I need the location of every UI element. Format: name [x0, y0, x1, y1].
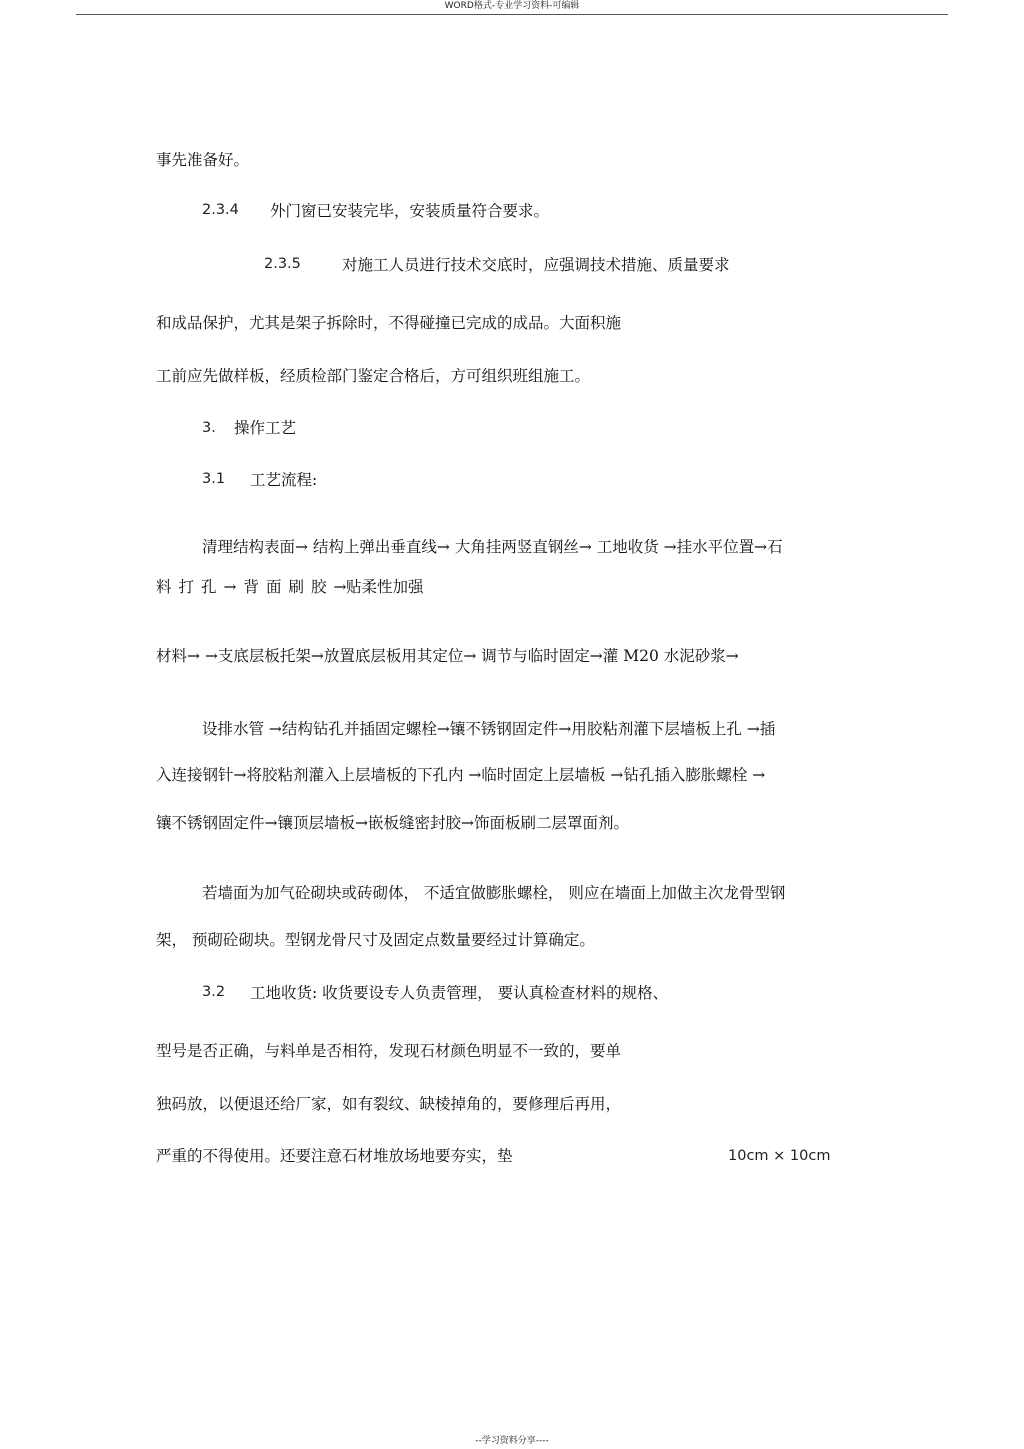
section-2-3-5-line-3: 工前应先做样板，经质检部门鉴定合格后，方可组织班组施工。: [156, 367, 591, 385]
section-number-3: 3．: [202, 420, 226, 436]
section-number-2-3-4: 2.3.4: [202, 202, 239, 218]
note-line-2: 架， 预砌砼砌块。型钢龙骨尺寸及固定点数量要经过计算确定。: [156, 931, 595, 949]
section-number-2-3-5: 2.3.5: [264, 256, 301, 272]
flow-line-1: 清理结构表面→ 结构上弹出垂直线→ 大角挂两竖直钢丝→ 工地收货 →挂水平位置→石: [202, 538, 783, 556]
header-text: WORD格式-专业学习资料-可编辑: [444, 1, 580, 11]
page-header: [76, 0, 948, 15]
section-3-2-line-3: 独码放，以便退还给厂家，如有裂纹、缺棱掉角的，要修理后再用，: [156, 1095, 622, 1113]
dimension-text: 10cm × 10cm: [728, 1148, 831, 1164]
section-2-3-5-line-1: 对施工人员进行技术交底时，应强调技术措施、质量要求: [342, 256, 730, 274]
section-3-2-line-1: 工地收货: 收货要设专人负责管理， 要认真检查材料的规格、: [250, 984, 669, 1002]
flow-line-4: 设排水管 →结构钻孔并插固定螺栓→镶不锈钢固定件→用胶粘剂灌下层墙板上孔 →插: [202, 720, 776, 738]
flow-line-6: 镶不锈钢固定件→镶顶层墙板→嵌板缝密封胶→饰面板刷二层罩面剂。: [156, 814, 629, 832]
section-3-2-line-2: 型号是否正确，与料单是否相符，发现石材颜色明显不一致的，要单: [156, 1042, 622, 1060]
section-number-3-2: 3.2: [202, 984, 226, 1000]
flow-line-3: 材料→ →支底层板托架→放置底层板用其定位→ 调节与临时固定→灌 M20 水泥砂浆→: [156, 647, 739, 665]
note-line-1: 若墙面为加气砼砌块或砖砌体， 不适宜做膨胀螺栓， 则应在墙面上加做主次龙骨型钢: [202, 884, 786, 902]
flow-line-5: 入连接钢针→将胶粘剂灌入上层墙板的下孔内 →临时固定上层墙板 →钻孔插入膨胀螺栓 →: [156, 766, 766, 784]
footer-text: --学习资料分享----: [475, 1436, 549, 1446]
section-title-3-1: 工艺流程:: [250, 471, 318, 489]
section-number-3-1: 3.1: [202, 471, 226, 487]
flow-line-2b: 贴柔性加强: [346, 578, 424, 596]
section-2-3-5-line-2: 和成品保护，尤其是架子拆除时，不得碰撞已完成的成品。大面积施: [156, 314, 622, 332]
flow-line-2a: 料打孔→背面刷胶→: [156, 578, 354, 596]
section-3-2-line-4: 严重的不得使用。还要注意石材堆放场地要夯实，垫: [156, 1147, 513, 1165]
paragraph-continuation: 事先准备好。: [156, 151, 250, 169]
section-text-2-3-4: 外门窗已安装完毕，安装质量符合要求。: [270, 202, 550, 220]
section-title-3: 操作工艺: [234, 419, 297, 437]
page-footer: [0, 1435, 1024, 1447]
